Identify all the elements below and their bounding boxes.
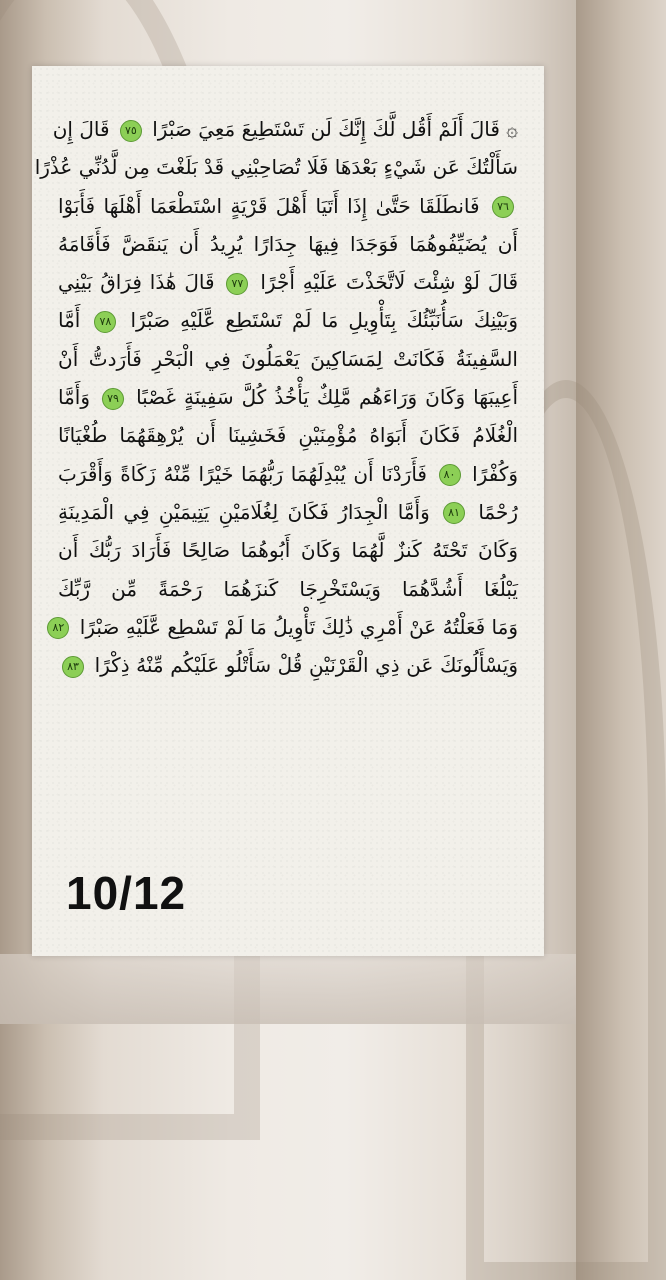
verse-text: وَكُفْرًا bbox=[472, 461, 519, 486]
ayah-number-marker: ٧٧ bbox=[226, 273, 248, 295]
verse-text: قَالَ هَٰذَا فِرَاقُ بَيْنِي bbox=[58, 270, 215, 295]
verse-text: قَالَ إِن bbox=[52, 117, 110, 141]
verse-line bbox=[58, 646, 518, 684]
verse-text: أَمَّا bbox=[58, 308, 81, 333]
verse-line bbox=[58, 416, 518, 454]
verse-text: وَمَا فَعَلْتُهُ عَنْ أَمْرِي ذَٰلِكَ تَأْوِيلُ مَا لَمْ تَسْطِع عَّلَيْهِ صَبْرًا bbox=[79, 614, 518, 639]
verse-line bbox=[58, 455, 518, 493]
verse-text: الْغُلَامُ فَكَانَ أَبَوَاهُ مُؤْمِنَيْنِ فَخَشِينَا أَن يُرْهِقَهُمَا طُغْيَانًا bbox=[58, 423, 518, 448]
page-counter: 10/12 bbox=[66, 867, 187, 919]
ayah-number-marker: ٧٦ bbox=[492, 196, 514, 218]
verse-text: وَأَمَّا bbox=[58, 385, 91, 410]
mushaf-page bbox=[32, 66, 544, 956]
verse-line bbox=[58, 225, 518, 263]
ayah-number-marker: ٧٨ bbox=[94, 311, 116, 333]
quran-verses bbox=[34, 110, 519, 684]
verse-text: سَأَلْتُكَ عَن شَيْءٍ بَعْدَهَا فَلَا تُصَاحِبْنِي قَدْ بَلَغْتَ مِن لَّدُنِّي عُذْرًا bbox=[34, 155, 518, 180]
verse-line bbox=[34, 148, 518, 186]
verse-line bbox=[58, 531, 518, 569]
verse-text: وَكَانَ تَحْتَهُ كَنزٌ لَّهُمَا وَكَانَ أَبُوهُمَا صَالِحًا فَأَرَادَ رَبُّكَ أَن bbox=[58, 538, 518, 563]
verse-text: أَن يُضَيِّفُوهُمَا فَوَجَدَا فِيهَا جِدَارًا يُرِيدُ أَن يَنقَضَّ فَأَقَامَهُ bbox=[58, 231, 518, 256]
verse-line bbox=[58, 340, 518, 378]
verse-line bbox=[58, 378, 518, 416]
verse-line bbox=[58, 187, 518, 225]
ayah-number-marker: ٧٩ bbox=[102, 388, 124, 410]
ayah-number-marker: ٧٥ bbox=[120, 120, 142, 142]
verse-text: ۞ قَالَ أَلَمْ أَقُل لَّكَ إِنَّكَ لَن تَسْتَطِيعَ مَعِيَ صَبْرًا bbox=[152, 117, 518, 141]
verse-text: فَأَرَدْنَا أَن يُبْدِلَهُمَا رَبُّهُمَا خَيْرًا مِّنْهُ زَكَاةً وَأَقْرَبَ bbox=[58, 461, 427, 486]
ayah-number-marker: ٨٣ bbox=[62, 656, 84, 678]
background-floor bbox=[0, 954, 576, 1024]
verse-text: أَعِيبَهَا وَكَانَ وَرَاءَهُم مَّلِكٌ يَأْخُذُ كُلَّ سَفِينَةٍ غَصْبًا bbox=[136, 385, 519, 410]
verse-line bbox=[52, 110, 518, 148]
verse-line bbox=[58, 301, 518, 339]
verse-text: وَيَسْأَلُونَكَ عَن ذِي الْقَرْنَيْنِ قُلْ سَأَتْلُو عَلَيْكُم مِّنْهُ ذِكْرًا bbox=[94, 653, 519, 678]
verse-line bbox=[58, 493, 518, 531]
ayah-number-marker: ٨٢ bbox=[47, 617, 69, 639]
verse-text: قَالَ لَوْ شِئْتَ لَاتَّخَذْتَ عَلَيْهِ أَجْرًا bbox=[260, 270, 519, 295]
verse-text: رُحْمًا bbox=[478, 499, 518, 524]
verse-text: يَبْلُغَا أَشُدَّهُمَا وَيَسْتَخْرِجَا كَنزَهُمَا رَحْمَةً مِّن رَّبِّكَ bbox=[58, 576, 518, 601]
ayah-number-marker: ٨٠ bbox=[439, 464, 461, 486]
verse-line bbox=[58, 570, 518, 608]
verse-line bbox=[58, 263, 518, 301]
verse-text: وَبَيْنِكَ سَأُنَبِّئُكَ بِتَأْوِيلِ مَا لَمْ تَسْتَطِع عَّلَيْهِ صَبْرًا bbox=[130, 308, 518, 333]
ayah-number-marker: ٨١ bbox=[443, 502, 465, 524]
verse-text: وَأَمَّا الْجِدَارُ فَكَانَ لِغُلَامَيْنِ يَتِيمَيْنِ فِي الْمَدِينَةِ bbox=[58, 499, 430, 524]
verse-text: السَّفِينَةُ فَكَانَتْ لِمَسَاكِينَ يَعْمَلُونَ فِي الْبَحْرِ فَأَرَدتُّ أَنْ bbox=[58, 346, 518, 371]
verse-text: فَانطَلَقَا حَتَّىٰ إِذَا أَتَيَا أَهْلَ قَرْيَةٍ اسْتَطْعَمَا أَهْلَهَا فَأَبَوْا bbox=[58, 193, 480, 218]
verse-line bbox=[52, 608, 518, 646]
